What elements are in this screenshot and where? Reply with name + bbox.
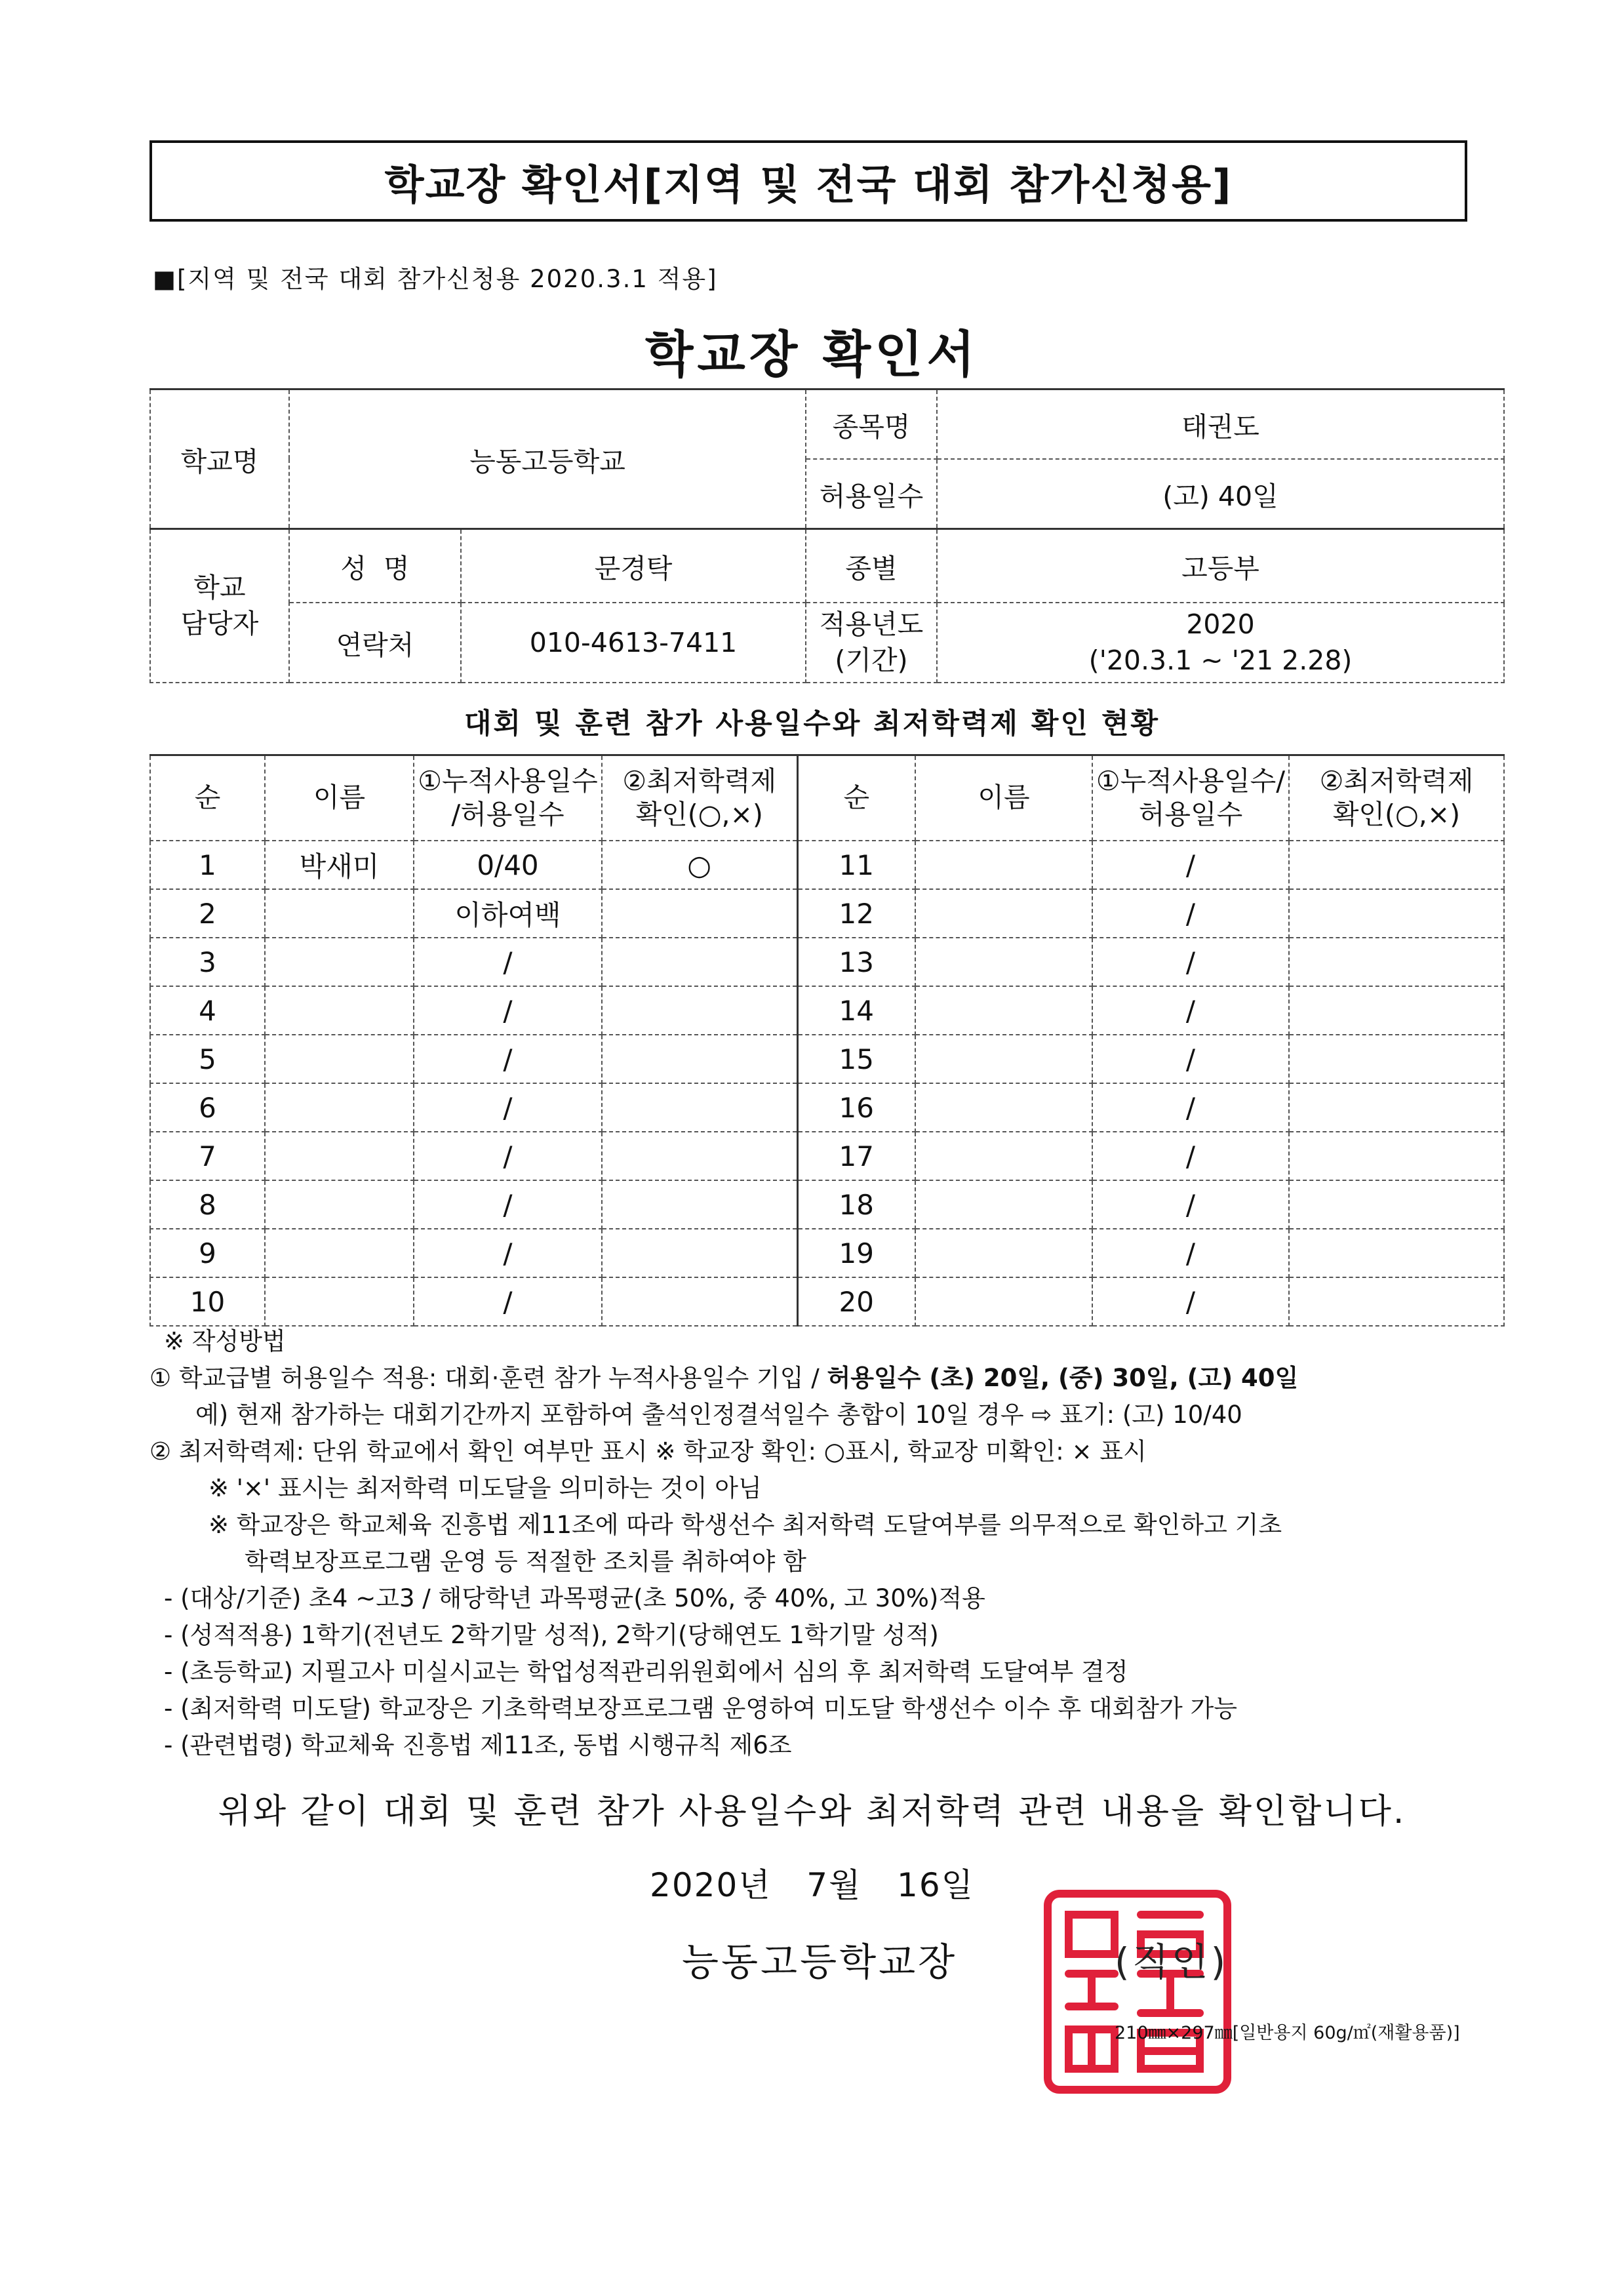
row-check-left [602, 1035, 797, 1083]
detail-elementary: - (초등학교) 지필고사 미실시교는 학업성적관리위원회에서 심의 후 최저학력 도달여부 결정 [164, 1658, 1128, 1686]
row-check-left [602, 889, 797, 938]
school-value: 능동고등학교 [289, 389, 806, 529]
official-seal-stamp [1042, 1888, 1233, 2095]
header-days-right-line2: 허용일수 [1138, 799, 1243, 830]
row-days-right: / [1092, 1229, 1289, 1277]
header-name-left: 이름 [265, 755, 414, 841]
header-check-left-line1: ②최저학력제 [622, 765, 777, 797]
year-label-line2: (기간) [835, 645, 908, 676]
row-no-right: 12 [797, 889, 915, 938]
row-no-left: 10 [150, 1277, 265, 1326]
contact-value: 010-4613-7411 [461, 603, 806, 683]
row-days-left: / [414, 1132, 602, 1180]
row-check-left [602, 938, 797, 986]
row-days-right: / [1092, 889, 1289, 938]
table-row [150, 1277, 1504, 1326]
row-no-right: 16 [797, 1083, 915, 1132]
header-check-left-line2: 확인(○,×) [635, 799, 763, 830]
row-name-right [915, 1132, 1092, 1180]
note-1-example: 예) 현재 참가하는 대회기간까지 포함하여 출석인정결석일수 총합이 10일 경우 ⇨ 표기: (고) 10/40 [195, 1401, 1242, 1429]
row-no-right: 15 [797, 1035, 915, 1083]
row-days-left: / [414, 986, 602, 1035]
row-check-right [1289, 938, 1504, 986]
header-days-right [1092, 755, 1289, 841]
note-4b: 학력보장프로그램 운영 등 적절한 조치를 취하여야 함 [245, 1547, 806, 1576]
header-check-right-line1: ②최저학력제 [1319, 765, 1474, 797]
row-name-left [265, 938, 414, 986]
note-1-allowed-days: 허용일수 (초) 20일, (중) 30일, (고) 40일 [827, 1364, 1299, 1392]
row-check-right [1289, 1132, 1504, 1180]
table-row [150, 1229, 1504, 1277]
row-no-right: 19 [797, 1229, 915, 1277]
row-no-left: 2 [150, 889, 265, 938]
row-name-left [265, 1132, 414, 1180]
row-name-right [915, 1180, 1092, 1229]
header-name-right: 이름 [915, 755, 1092, 841]
detail-not-reached: - (최저학력 미도달) 학교장은 기초학력보장프로그램 운영하여 미도달 학생선수 이수 후 대회참가 가능 [164, 1694, 1238, 1723]
row-name-left [265, 1277, 414, 1326]
issue-date: 2020년 7월 16일 [650, 1866, 974, 1904]
school-label: 학교명 [150, 389, 289, 529]
row-no-left: 8 [150, 1180, 265, 1229]
row-check-right [1289, 841, 1504, 889]
row-no-left: 5 [150, 1035, 265, 1083]
row-check-right [1289, 986, 1504, 1035]
detail-target: - (대상/기준) 초4 ~고3 / 해당학년 과목평균(초 50%, 중 40%, 고 30%)적용 [164, 1584, 985, 1612]
row-name-right [915, 1035, 1092, 1083]
row-days-right: / [1092, 1132, 1289, 1180]
notes-heading: ※ 작성방법 [164, 1327, 286, 1355]
row-name-left [265, 1229, 414, 1277]
row-name-left [265, 889, 414, 938]
row-no-right: 20 [797, 1277, 915, 1326]
contact-label: 연락처 [289, 603, 461, 683]
name-label: 성 명 [289, 529, 461, 603]
detail-laws: - (관련법령) 학교체육 진흥법 제11조, 동법 시행규칙 제6조 [164, 1731, 792, 1759]
row-no-left: 3 [150, 938, 265, 986]
note-2: ② 최저학력제: 단위 학교에서 확인 여부만 표시 ※ 학교장 확인: ○표시, 학교장 미확인: × 표시 [149, 1437, 1147, 1466]
row-days-left: 0/40 [414, 841, 602, 889]
row-check-left [602, 1229, 797, 1277]
detail-grades: - (성적적용) 1학기(전년도 2학기말 성적), 2학기(당해연도 1학기말 성적) [164, 1621, 939, 1649]
row-name-left [265, 1035, 414, 1083]
year-value-cell [937, 603, 1504, 683]
row-days-left: / [414, 1277, 602, 1326]
row-days-right: / [1092, 1035, 1289, 1083]
row-check-left [602, 1277, 797, 1326]
confirmation-statement: 위와 같이 대회 및 훈련 참가 사용일수와 최저학력 관련 내용을 확인합니다. [218, 1792, 1406, 1831]
division-value: 고등부 [937, 529, 1504, 603]
writing-instructions [149, 1323, 1500, 1764]
row-days-right: / [1092, 1180, 1289, 1229]
seal-label: (직인) [1115, 1940, 1229, 1984]
row-name-left: 박새미 [265, 841, 414, 889]
header-check-left [602, 755, 797, 841]
header-days-left-line2: /허용일수 [451, 799, 564, 830]
table-row [150, 938, 1504, 986]
row-name-right [915, 1277, 1092, 1326]
row-days-right: / [1092, 1277, 1289, 1326]
row-days-left: / [414, 938, 602, 986]
principal-name: 능동고등학교장 [682, 1940, 958, 1984]
row-check-right [1289, 1180, 1504, 1229]
note-1-text: ① 학교급별 허용일수 적용: 대회·훈련 참가 누적사용일수 기입 / [149, 1364, 827, 1392]
document-box-title: 학교장 확인서[지역 및 전국 대회 참가신청용] [149, 140, 1467, 222]
row-days-right: / [1092, 938, 1289, 986]
row-days-left: / [414, 1035, 602, 1083]
row-check-left [602, 1180, 797, 1229]
days-label: 허용일수 [806, 459, 937, 529]
row-days-left: / [414, 1229, 602, 1277]
row-no-right: 17 [797, 1132, 915, 1180]
row-check-right [1289, 889, 1504, 938]
row-check-right [1289, 1035, 1504, 1083]
header-days-left-line1: ①누적사용일수 [418, 765, 598, 797]
year-label [806, 603, 937, 683]
table-row [150, 1132, 1504, 1180]
row-check-right [1289, 1229, 1504, 1277]
table-row [150, 1083, 1504, 1132]
row-name-right [915, 841, 1092, 889]
sport-value: 태권도 [937, 389, 1504, 460]
row-days-left: / [414, 1180, 602, 1229]
header-check-right [1289, 755, 1504, 841]
row-name-right [915, 986, 1092, 1035]
table-row [150, 986, 1504, 1035]
manager-label [150, 529, 289, 683]
note-3: ※ '×' 표시는 최저학력 미도달을 의미하는 것이 아님 [208, 1474, 762, 1502]
note-1 [149, 1360, 1500, 1397]
row-no-left: 9 [150, 1229, 265, 1277]
division-label: 종별 [806, 529, 937, 603]
days-value: (고) 40일 [937, 459, 1504, 529]
row-no-right: 11 [797, 841, 915, 889]
header-days-right-line1: ①누적사용일수/ [1096, 765, 1286, 797]
roster-header-row [150, 755, 1504, 841]
row-check-right [1289, 1277, 1504, 1326]
table-row [150, 841, 1504, 889]
row-days-left: / [414, 1083, 602, 1132]
document-title: 학교장 확인서 [645, 325, 979, 384]
row-name-left [265, 1180, 414, 1229]
row-days-right: / [1092, 841, 1289, 889]
row-no-right: 14 [797, 986, 915, 1035]
manager-label-line1: 학교 [193, 571, 246, 603]
row-days-left: 이하여백 [414, 889, 602, 938]
school-info-table [149, 388, 1505, 683]
row-name-right [915, 1083, 1092, 1132]
table-row [150, 1035, 1504, 1083]
row-check-left [602, 986, 797, 1035]
row-no-left: 1 [150, 841, 265, 889]
row-name-right [915, 1229, 1092, 1277]
header-no-left: 순 [150, 755, 265, 841]
row-check-left [602, 1132, 797, 1180]
row-check-left [602, 1083, 797, 1132]
section-title: 대회 및 훈련 참가 사용일수와 최저학력제 확인 현황 [464, 708, 1160, 740]
application-note: ■[지역 및 전국 대회 참가신청용 2020.3.1 적용] [153, 265, 718, 293]
row-name-right [915, 889, 1092, 938]
row-check-right [1289, 1083, 1504, 1132]
year-label-line1: 적용년도 [819, 608, 924, 640]
row-no-right: 13 [797, 938, 915, 986]
paper-spec: 210㎜×297㎜[일반용지 60g/㎡(재활용품)] [1115, 2023, 1460, 2043]
header-no-right: 순 [797, 755, 915, 841]
row-no-left: 6 [150, 1083, 265, 1132]
header-check-right-line2: 확인(○,×) [1332, 799, 1461, 830]
row-no-right: 18 [797, 1180, 915, 1229]
table-row [150, 889, 1504, 938]
table-row [150, 1180, 1504, 1229]
row-no-left: 7 [150, 1132, 265, 1180]
row-name-right [915, 938, 1092, 986]
row-check-left: ○ [602, 841, 797, 889]
period-value: ('20.3.1 ~ '21 2.28) [1088, 645, 1353, 676]
year-value: 2020 [1186, 608, 1255, 640]
note-4a: ※ 학교장은 학교체육 진흥법 제11조에 따라 학생선수 최저학력 도달여부를 의무적으로 확인하고 기초 [208, 1511, 1282, 1539]
header-days-left [414, 755, 602, 841]
row-no-left: 4 [150, 986, 265, 1035]
row-name-left [265, 1083, 414, 1132]
name-value: 문경탁 [461, 529, 806, 603]
manager-label-line2: 담당자 [180, 608, 259, 639]
row-days-right: / [1092, 1083, 1289, 1132]
row-days-right: / [1092, 986, 1289, 1035]
sport-label: 종목명 [806, 389, 937, 460]
row-name-left [265, 986, 414, 1035]
roster-table [149, 754, 1505, 1327]
